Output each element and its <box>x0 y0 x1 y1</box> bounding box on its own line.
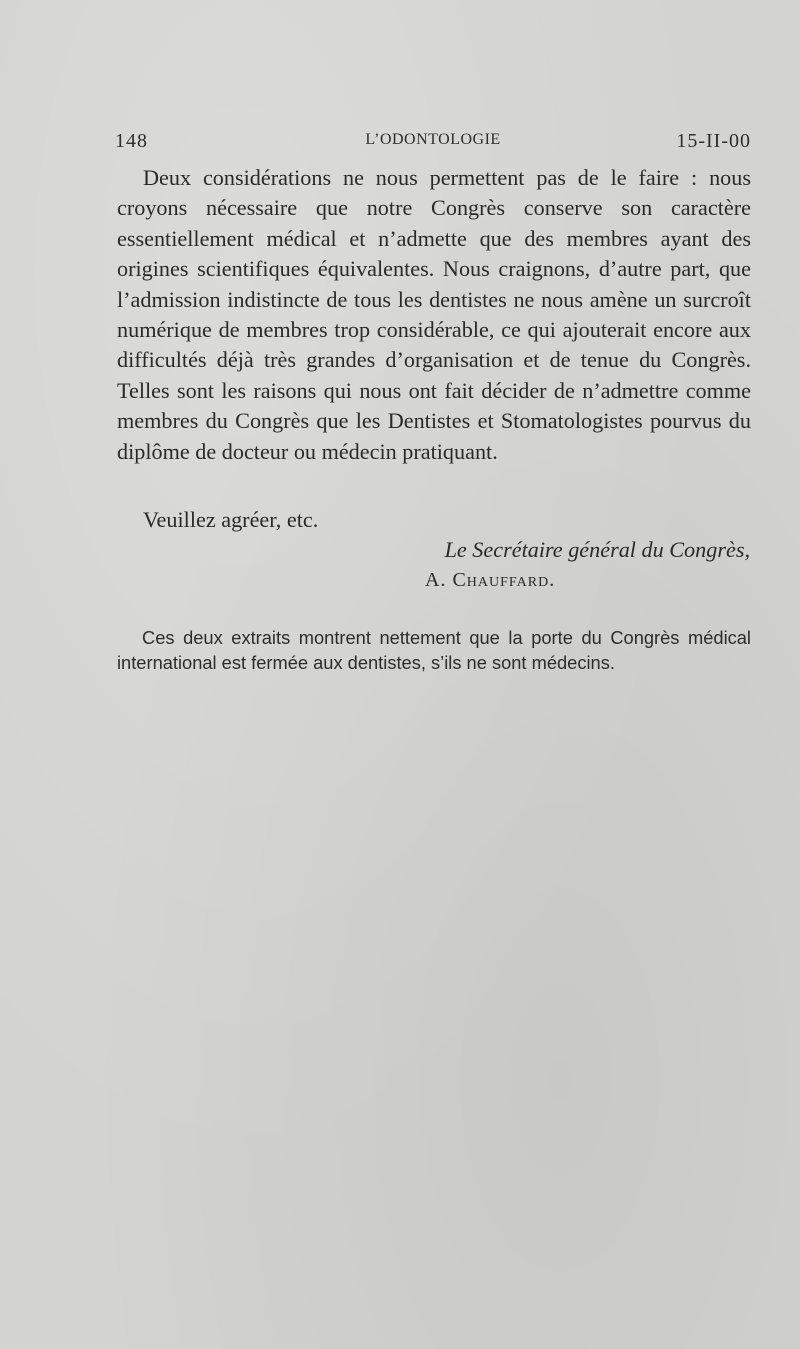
letter-closing: Veuillez agréer, etc. <box>143 507 319 532</box>
editorial-note-text: Ces deux extraits montrent nettement que la porte du Congrès médical international est fermée aux dentistes, s’ils ne sont médecins. <box>117 627 751 673</box>
page-number: 148 <box>115 130 148 152</box>
letter-body <box>117 163 751 467</box>
issue-date: 15-II-00 <box>676 130 751 152</box>
signatory-name <box>425 565 555 595</box>
editorial-note <box>117 625 751 675</box>
signatory-name-text: A. Chauffard. <box>425 569 556 591</box>
running-head <box>115 130 751 158</box>
signatory-title: Le Secrétaire général du Congrès, <box>444 537 750 562</box>
letter-paragraph: Deux considérations ne nous permettent pas de le faire : nous croyons nécessaire que notre Congrès conserve son caractère essentiellement médical et n’admette que des membres ayant des origines scientifiques équivalentes. Nous craignons, d’autre part, que l’admission indistincte de tous les dentistes ne nous amène un surcroît numérique de membres trop considérable, ce qui ajouterait encore aux difficultés déjà très grandes d’organisation et de tenue du Congrès. Telles sont les raisons qui nous ont fait décider de n’admettre comme membres du Congrès que les Dentistes et Stomatologistes pourvus du diplôme de docteur ou médecin pratiquant. <box>117 165 751 464</box>
journal-title: L’ODONTOLOGIE <box>365 131 501 148</box>
